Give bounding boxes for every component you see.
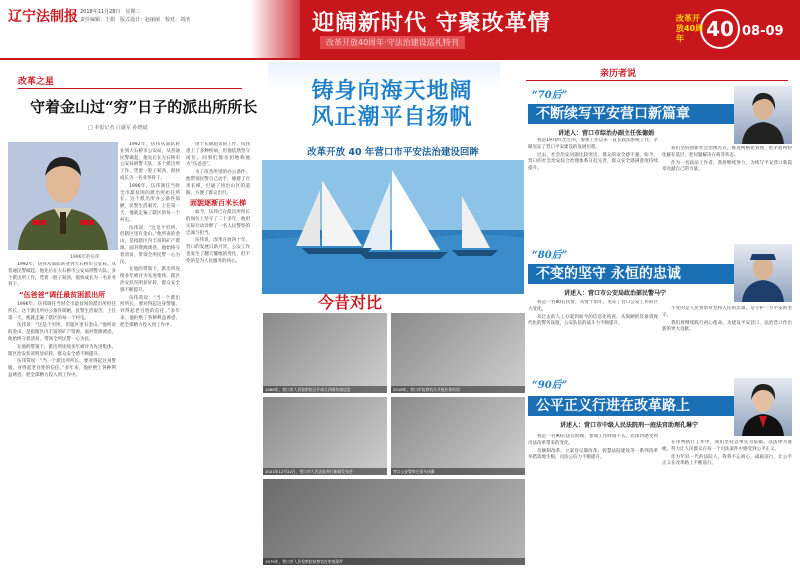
article-body-col-2 [186, 142, 250, 558]
paragraph: 在审判执行工作中，我们坚持以事实为依据、以法律为准绳，努力让人民群众在每一个司法案件中感受到公平正义。 [662, 440, 792, 452]
paragraph: 为了改善所里的办公条件，他带领民警自己动手，修建了百米长梯，打通了进出山区的道路，方便了群众出行。 [186, 170, 250, 196]
person-icon [734, 86, 792, 144]
archive-photo [262, 478, 526, 566]
paragraph: 员额制改革、立案登记制改革、智慧法院建设等一系列改革举措落地生根，司法公信力不断提升。 [528, 448, 658, 461]
paragraph: 在他的带领下，派出所连续多年被评为先进集体，辖区治安状况明显好转，群众安全感不断提升。 [120, 267, 180, 293]
officer-portrait-icon [8, 142, 118, 250]
section-tag: 改革之星 [18, 77, 55, 87]
subheading: 面貌逐渐百米长梯 [190, 199, 246, 208]
speaker-photo [734, 244, 792, 302]
paragraph: 由于长期超负荷工作，伍伟患上了多种疾病，但他依然坚守岗位。同事们都亲切地称他为“伍爸爸”。 [186, 142, 250, 168]
compare-title: 今昔对比 [318, 293, 383, 312]
paragraph: 伍伟常说：“当一个派出所所长，要对得起这身警服，对得起老百姓的信任。”多年来，他拒绝了各种利益诱惑，把全部精力投入到工作中。 [8, 359, 116, 378]
photo-caption: 2021年12月22日，营口市人民法院举行新闻发布会 [263, 468, 387, 475]
sailboat-hero-image [262, 160, 524, 294]
header-rule [0, 58, 800, 60]
speaker-line: 讲述人：营口市公安局政治部民警马宁 [564, 290, 667, 297]
paragraph: 作为一名政法工作者，我将继续努力，为续写平安营口新篇章贡献自己的力量。 [662, 160, 792, 173]
subheading: “伍爸爸”调任最贫困派出所 [18, 291, 106, 300]
block-body [662, 440, 792, 562]
paragraph: 在他的带领下，派出所连续多年被评为先进集体，辖区治安状况明显好转，群众安全感不断提升。 [8, 344, 116, 357]
block-title: 不变的坚守 永恒的忠诚 [528, 264, 736, 284]
paragraph: 伍伟说，改革开放四十年，营口的发展日新月异，公安工作也发生了翻天覆地的变化，但不变的是为人民服务的初心。 [186, 238, 250, 264]
speaker-photo [734, 86, 792, 144]
paragraph: 我是一名80后民警，从警十余年，见证了营口公安工作的巨大变化。 [528, 300, 658, 312]
paragraph: 从过去的人工办案到如今的信息化侦查，从简陋的装备到现代化的警务设施，公安队伍的战斗力不断提升。 [528, 314, 658, 327]
main-title-line-2: 风正潮平自扬帆 [311, 104, 473, 130]
sailboats-icon [262, 160, 524, 294]
block-title: 不断续写平安营口新篇章 [528, 104, 736, 124]
speaker-photo [734, 378, 792, 436]
police-officer-icon [734, 244, 792, 302]
header-slogan: 迎阔新时代 守聚改革情 [312, 10, 551, 36]
block-body [662, 306, 792, 382]
historic-photo-2 [390, 312, 526, 394]
main-subtitle: 改革开放 40 年营口市平安法治建设回眸 [307, 147, 479, 158]
paragraph: 作为年轻一代的法院人，我将不忘初心，砥砺前行，让公平正义在改革路上不断前行。 [662, 454, 792, 467]
era-label: “70后” [532, 90, 568, 101]
section-divider [18, 88, 242, 89]
paragraph: 伍伟说：“这是个穷所，但辖区里有金山。”他所说的金山，是指辖区内丰富的矿产资源。面对资源诱惑，他始终守着清贫，带领全所民警一心为民。 [120, 225, 180, 265]
section-divider [526, 80, 788, 81]
paragraph: 1992年，伍伟从部队转业到大石桥市公安局。从普通民警做起，他先后在大石桥市公安局刑警大队、多个派出所工作，凭着一股子韧劲，很快成长为一名业务骨干。 [120, 142, 180, 181]
paragraph: 1992年，伍伟从部队转业到大石桥市公安局。从普通民警做起，他先后在大石桥市公安局刑警大队、多个派出所工作，凭着一股子韧劲，很快成长为一名业务骨干。 [8, 262, 116, 288]
masthead: 辽宁法制报 [8, 9, 78, 25]
block-body [662, 146, 792, 230]
paragraph: 我是一名90后法官助理，参加工作时间不长，但深切感受到司法改革带来的变化。 [528, 434, 658, 446]
paragraph: 我是1970年出生的，参加工作以来一直在政法系统工作，亲眼见证了营口平安建设的发展历程。 [528, 138, 658, 150]
era-label: “80后” [532, 250, 568, 261]
paragraph: 伍伟常说：“当一个派出所所长，要对得起这身警服，对得起老百姓的信任。”多年来，他拒绝了各种利益诱惑，把全部精力投入到工作中。 [120, 295, 180, 328]
paragraph: 不变的是人民警察对党和人民的忠诚，是守护一方平安的坚守。 [662, 306, 792, 318]
paragraph: 1996年，伍伟调任当时全市最贫困的派出所担任所长。这个派出所办公条件简陋，民警生活艰苦，上任第一天，他就走遍了辖区的每一个村屯。 [8, 301, 116, 321]
main-title-line-1: 铸身向海天地阔 [311, 78, 473, 104]
speaker-line: 讲述人：营口市中级人民法院刑一庭法官助理孔琳宁 [560, 422, 699, 429]
paragraph: 1996年，伍伟调任当时全市最贫困的派出所担任所长。这个派出所办公条件简陋，民警生活艰苦，上任第一天，他就走遍了辖区的每一个村屯。 [120, 183, 180, 223]
header-slogan-sub: 改革开放40周年·守法治建设巡礼特刊 [320, 36, 465, 49]
block-body [528, 138, 658, 230]
article-byline: □ 本报记者 白盛军 孙晓斌 [88, 125, 148, 131]
svg-text:40: 40 [706, 17, 734, 41]
date-line: 2018年11月28日 星期三 [80, 9, 141, 15]
block-body [528, 434, 658, 562]
police-photo [390, 396, 526, 476]
speaker-line: 讲述人：营口市综治办副主任张德娟 [558, 130, 655, 137]
article-body-col-0 [8, 262, 116, 558]
photo-caption: 1986年，营口市人民检察院召开成立四周年座谈会 [263, 386, 387, 393]
court-photo [262, 396, 388, 476]
paragraph: 如今，伍伟已在派出所所长的岗位上坚守了二十多年，他用实际行动诠释了一名人民警察的忠诚与担当。 [186, 210, 250, 236]
section-tag: 亲历者说 [600, 69, 637, 79]
portrait-photo [8, 142, 118, 250]
block-body [528, 300, 658, 382]
paragraph: 我们坚持创新社会治理方式，推进网格化管理，把矛盾纠纷化解在基层，把问题解决在萌芽状态。 [662, 146, 792, 158]
block-title: 公平正义行进在改革路上 [528, 396, 736, 416]
portrait-caption: 1996年的伍伟 [70, 255, 100, 260]
judge-icon [734, 378, 792, 436]
historic-photo-1 [262, 312, 388, 394]
photo-caption: 2018年，营口市检察机关开展业务培训 [391, 386, 525, 393]
article-title: 守着金山过“穷”日子的派出所所长 [30, 98, 258, 116]
page-number: 08-09 [742, 24, 784, 39]
paragraph: 伍伟说：“这是个穷所，但辖区里有金山。”他所说的金山，是指辖区内丰富的矿产资源。面对资源诱惑，他始终守着清贫，带领全所民警一心为民。 [8, 323, 116, 342]
paragraph: 我们将继续践行初心使命，为建设平安营口、法治营口作出新的更大贡献。 [662, 320, 792, 333]
era-label: “90后” [532, 380, 568, 391]
photo-caption: 营口公安警察在街头执勤 [391, 468, 525, 475]
paragraph: 过去，社会治安问题比较突出，群众的安全感不强。如今，营口的社会治安综合治理体系日趋完善，群众安全感满意度持续提升。 [528, 152, 658, 172]
badge-label: 改革开放40周年 [676, 14, 704, 43]
article-body-col-1 [120, 142, 180, 558]
photo-caption: 1979年，营口市人民检察院检察官在审查案件 [263, 558, 525, 565]
editor-line: 责任编辑：王娟 版式设计：赵丽丽 校对：刘清 [80, 17, 191, 23]
anniversary-badge [676, 6, 742, 52]
main-title [270, 78, 514, 130]
